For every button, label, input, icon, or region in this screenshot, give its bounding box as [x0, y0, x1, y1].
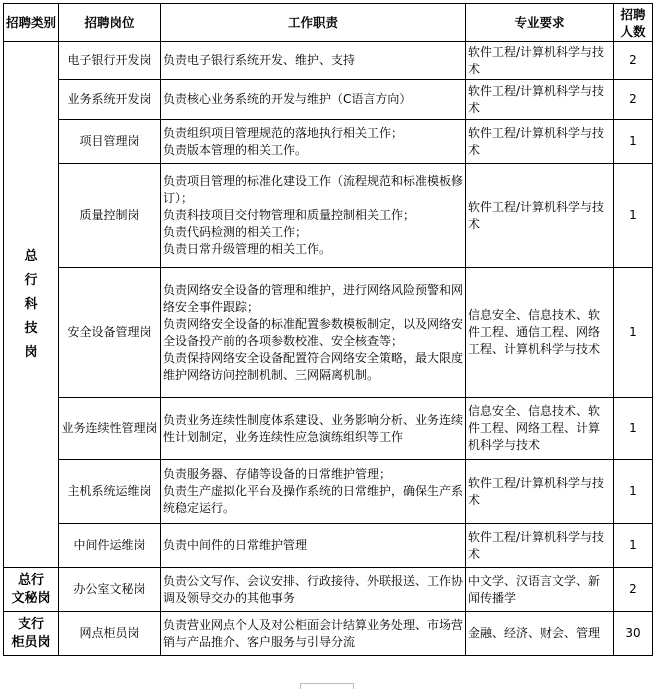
- header-duties: 工作职责: [161, 4, 466, 42]
- duties-cell: 负责中间件的日常维护管理: [161, 524, 466, 568]
- headcount-cell: 1: [614, 398, 653, 460]
- headcount-cell: 1: [614, 524, 653, 568]
- header-position: 招聘岗位: [59, 4, 161, 42]
- position-cell: 质量控制岗: [59, 164, 161, 268]
- requirements-cell: 软件工程/计算机科学与技术: [466, 120, 614, 164]
- requirements-cell: 软件工程/计算机科学与技术: [466, 164, 614, 268]
- position-cell: 主机系统运维岗: [59, 460, 161, 524]
- requirements-cell: 信息安全、信息技术、软件工程、网络工程、计算机科学与技术: [466, 398, 614, 460]
- duties-cell: 负责电子银行系统开发、维护、支持: [161, 42, 466, 80]
- headcount-cell: 2: [614, 80, 653, 120]
- duties-cell: 负责服务器、存储等设备的日常维护管理； 负责生产虚拟化平台及操作系统的日常维护，确保生产系统稳定运行。: [161, 460, 466, 524]
- requirements-cell: 软件工程/计算机科学与技术: [466, 80, 614, 120]
- table-row: [4, 568, 653, 612]
- table-row: [4, 398, 653, 460]
- duties-cell: 负责网络安全设备的管理和维护，进行网络风险预警和网络安全事件跟踪； 负责网络安全设备的标准配置参数模板制定，以及网络安全设备投产前的各项参数校准、安全核查等； 负责保持网络安全设备配置符合网络安全策略，最大限度维护网络访问控制机制、三网隔离机制。: [161, 268, 466, 398]
- page-edge-stub: [300, 683, 354, 689]
- requirements-cell: 软件工程/计算机科学与技术: [466, 524, 614, 568]
- table-row: [4, 80, 653, 120]
- table-row: [4, 524, 653, 568]
- table-row: [4, 612, 653, 656]
- table-row: [4, 164, 653, 268]
- headcount-cell: 2: [614, 568, 653, 612]
- category-cell: 总 行 科 技 岗: [4, 42, 59, 568]
- requirements-cell: 金融、经济、财会、管理: [466, 612, 614, 656]
- header-requirements: 专业要求: [466, 4, 614, 42]
- duties-cell: 负责业务连续性制度体系建设、业务影响分析、业务连续性计划制定，业务连续性应急演练组织等工作: [161, 398, 466, 460]
- position-cell: 网点柜员岗: [59, 612, 161, 656]
- duties-cell: 负责项目管理的标准化建设工作（流程规范和标准模板修订）； 负责科技项目交付物管理和质量控制相关工作； 负责代码检测的相关工作； 负责日常升级管理的相关工作。: [161, 164, 466, 268]
- requirements-cell: 中文学、汉语言文学、新闻传播学: [466, 568, 614, 612]
- position-cell: 业务连续性管理岗: [59, 398, 161, 460]
- recruitment-table: [3, 3, 653, 656]
- position-cell: 中间件运维岗: [59, 524, 161, 568]
- requirements-cell: 软件工程/计算机科学与技术: [466, 460, 614, 524]
- headcount-cell: 1: [614, 268, 653, 398]
- headcount-cell: 1: [614, 120, 653, 164]
- position-cell: 项目管理岗: [59, 120, 161, 164]
- table-row: [4, 460, 653, 524]
- position-cell: 业务系统开发岗: [59, 80, 161, 120]
- table-row: [4, 268, 653, 398]
- table-row: [4, 120, 653, 164]
- requirements-cell: 信息安全、信息技术、软件工程、通信工程、网络工程、计算机科学与技术: [466, 268, 614, 398]
- header-headcount: 招聘人数: [614, 4, 653, 42]
- header-category: 招聘类别: [4, 4, 59, 42]
- requirements-cell: 软件工程/计算机科学与技术: [466, 42, 614, 80]
- position-cell: 安全设备管理岗: [59, 268, 161, 398]
- category-cell: 支行 柜员岗: [4, 612, 59, 656]
- duties-cell: 负责公文写作、会议安排、行政接待、外联报送、工作协调及领导交办的其他事务: [161, 568, 466, 612]
- duties-cell: 负责组织项目管理规范的落地执行相关工作； 负责版本管理的相关工作。: [161, 120, 466, 164]
- headcount-cell: 1: [614, 164, 653, 268]
- duties-cell: 负责核心业务系统的开发与维护（C语言方向）: [161, 80, 466, 120]
- header-row: [4, 4, 653, 42]
- position-cell: 办公室文秘岗: [59, 568, 161, 612]
- duties-cell: 负责营业网点个人及对公柜面会计结算业务处理、市场营销与产品推介、客户服务与引导分流: [161, 612, 466, 656]
- position-cell: 电子银行开发岗: [59, 42, 161, 80]
- headcount-cell: 2: [614, 42, 653, 80]
- headcount-cell: 1: [614, 460, 653, 524]
- headcount-cell: 30: [614, 612, 653, 656]
- table-row: [4, 42, 653, 80]
- category-cell: 总行 文秘岗: [4, 568, 59, 612]
